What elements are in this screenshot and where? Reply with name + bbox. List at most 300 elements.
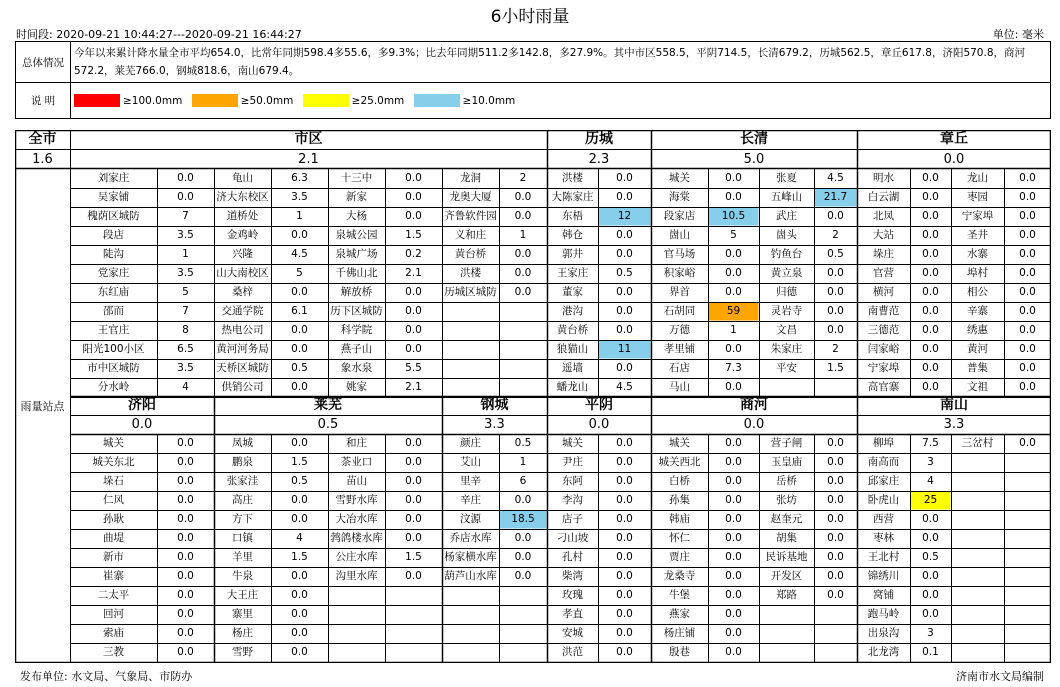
- station-value: 5.5: [405, 362, 422, 374]
- station-name: 郑路: [776, 589, 797, 601]
- station-value: 0.0: [725, 475, 742, 487]
- station-name: 城关: [562, 437, 583, 449]
- station-name: 方下: [232, 513, 253, 525]
- station-name: 绣惠: [967, 324, 988, 336]
- station-value: 3.5: [177, 267, 194, 279]
- station-name: 马山: [669, 381, 690, 393]
- station-value: 1.5: [827, 362, 844, 374]
- station-value: 0.0: [1019, 210, 1036, 222]
- station-name: 寨里: [232, 608, 253, 620]
- station-name: 杨家横水库: [444, 551, 497, 563]
- station-name: 艾山: [460, 456, 481, 468]
- station-value: 6.1: [291, 305, 308, 317]
- legend-item-yellow: [303, 94, 409, 107]
- station-value: 0.0: [616, 589, 633, 601]
- station-value: 11: [617, 343, 632, 355]
- station-value: 0.0: [177, 191, 194, 203]
- station-value: 0.0: [725, 646, 742, 658]
- station-name: 郭井: [562, 248, 583, 260]
- station-name: 市中区城防: [87, 362, 140, 374]
- station-name: 崮山: [669, 229, 690, 241]
- sites-label: 雨量站点: [20, 400, 65, 413]
- station-value: 0.0: [405, 343, 422, 355]
- station-name: 供销公司: [221, 381, 264, 393]
- station-value: 0.0: [616, 305, 633, 317]
- legend-swatch-red: [74, 94, 120, 107]
- station-name: 槐荫区城防: [87, 210, 140, 222]
- region-name-bot-0: 济阳: [128, 397, 156, 413]
- station-name: 燕子山: [340, 343, 373, 355]
- region-name-bot-5: 南山: [940, 397, 968, 413]
- station-name: 窝铺: [873, 589, 894, 601]
- station-name: 科学院: [340, 324, 373, 336]
- station-value: 1.5: [291, 551, 308, 563]
- station-name: 北龙湾: [867, 646, 900, 658]
- station-value: 7: [182, 210, 189, 222]
- station-name: 归德: [776, 286, 797, 298]
- station-name: 高官寨: [867, 381, 900, 393]
- station-name: 辛庄: [460, 494, 481, 506]
- station-value: 0.0: [827, 551, 844, 563]
- station-name: 相公: [967, 286, 988, 298]
- region-avg-top-3: 0.0: [943, 152, 965, 167]
- station-value: 0.0: [1019, 362, 1036, 374]
- station-name: 岳桥: [776, 475, 797, 487]
- station-value: 0.0: [922, 343, 939, 355]
- station-name: 乔店水库: [449, 532, 492, 544]
- station-name: 曲堤: [103, 532, 124, 544]
- station-value: 0.0: [922, 267, 939, 279]
- region-name-bot-4: 商河: [740, 397, 768, 413]
- station-value: 21.7: [823, 191, 848, 203]
- station-name: 王家庄: [556, 267, 589, 279]
- station-name: 千佛山北: [335, 267, 378, 279]
- station-value: 1.5: [405, 229, 422, 241]
- station-value: 0.0: [827, 286, 844, 298]
- station-name: 东红庙: [97, 286, 130, 298]
- station-name: 颜庄: [460, 437, 481, 449]
- station-name: 怀仁: [669, 532, 690, 544]
- station-name: 黄河: [967, 343, 988, 355]
- station-value: 0.0: [616, 172, 633, 184]
- station-name: 山大南校区: [216, 267, 269, 279]
- station-value: 1: [730, 324, 737, 336]
- station-name: 灵岩寺: [770, 305, 803, 317]
- station-name: 天桥区城防: [216, 362, 269, 374]
- station-name: 横河: [873, 286, 894, 298]
- station-value: 6: [519, 475, 527, 487]
- station-value: 1: [519, 229, 527, 241]
- station-value: 0.0: [616, 627, 633, 639]
- station-name: 海棠: [669, 191, 690, 203]
- station-name: 大站: [873, 229, 894, 241]
- station-value: 0.0: [514, 494, 532, 506]
- station-value: 1.5: [291, 456, 308, 468]
- station-name: 黄河河务局: [216, 343, 269, 355]
- station-name: 营子闸: [770, 437, 803, 449]
- legend-item-red: [74, 94, 186, 107]
- station-name: 金鸡岭: [226, 229, 259, 241]
- station-value: 2.1: [405, 381, 422, 393]
- station-value: 0.0: [616, 324, 633, 336]
- station-value: 0.5: [616, 267, 633, 279]
- station-value: 18.5: [511, 513, 535, 525]
- page-title: 6小时雨量: [490, 7, 570, 27]
- station-value: 0.0: [725, 570, 742, 582]
- station-value: 2: [832, 229, 839, 241]
- station-name: 十三中: [340, 172, 373, 184]
- station-name: 枣林: [873, 532, 894, 544]
- station-name: 界首: [669, 286, 690, 298]
- region-avg-bot-1: 0.5: [317, 417, 339, 432]
- station-name: 陡沟: [103, 248, 124, 260]
- station-value: 0.0: [177, 172, 194, 184]
- station-name: 出泉沟: [867, 627, 900, 639]
- station-value: 0.0: [922, 513, 939, 525]
- station-name: 回河: [103, 608, 124, 620]
- station-value: 0.0: [616, 551, 633, 563]
- region-avg-bot-4: 0.0: [743, 417, 765, 432]
- station-value: 0.5: [922, 551, 939, 563]
- station-name: 辛寨: [967, 305, 988, 317]
- station-name: 解放桥: [340, 286, 373, 298]
- station-value: 1.5: [405, 551, 422, 563]
- station-value: 4: [927, 475, 934, 487]
- station-name: 跑马岭: [867, 608, 900, 620]
- station-name: 玉皇庙: [770, 456, 803, 468]
- station-name: 羊里: [232, 551, 253, 563]
- station-value: 0.0: [1019, 267, 1036, 279]
- region-avg-bot-0: 0.0: [131, 417, 153, 432]
- unit-label: 单位: 毫米: [992, 28, 1044, 41]
- station-value: 0.0: [291, 437, 308, 449]
- legend-swatch-orange: [192, 94, 238, 107]
- station-value: 25: [923, 494, 938, 506]
- station-name: 葫芦山水库: [444, 570, 497, 582]
- station-value: 0.0: [616, 248, 633, 260]
- station-value: 0.0: [922, 229, 939, 241]
- station-value: 0.5: [514, 437, 532, 449]
- station-name: 城关: [669, 437, 690, 449]
- station-name: 鹏泉: [232, 456, 253, 468]
- station-name: 牛泉: [232, 570, 253, 582]
- station-name: 兴隆: [232, 248, 253, 260]
- station-name: 公庄水库: [335, 551, 378, 563]
- region-avg-city-total: 1.6: [32, 152, 53, 167]
- station-name: 万德: [669, 324, 690, 336]
- station-value: 2: [519, 172, 527, 184]
- station-value: 0.0: [922, 324, 939, 336]
- station-value: 0.0: [177, 456, 194, 468]
- station-value: 0.0: [177, 646, 194, 658]
- station-name: 雪野水库: [335, 494, 378, 506]
- publisher: 发布单位: 水文局、气象局、市防办: [20, 670, 193, 683]
- station-name: 崔寨: [103, 570, 124, 582]
- station-value: 0.2: [405, 248, 422, 260]
- station-name: 文祖: [967, 381, 988, 393]
- station-name: 韩庙: [669, 513, 690, 525]
- station-name: 白桥: [669, 475, 690, 487]
- station-value: 0.0: [827, 437, 844, 449]
- station-name: 五峰山: [770, 191, 803, 203]
- station-name: 高庄: [232, 494, 253, 506]
- legend-text: ≥25.0mm: [351, 94, 405, 107]
- station-value: 7.3: [725, 362, 742, 374]
- station-value: 0.0: [177, 437, 194, 449]
- station-name: 凤城: [232, 437, 253, 449]
- station-value: 0.0: [827, 475, 844, 487]
- station-value: 0.0: [291, 646, 308, 658]
- station-value: 0.0: [922, 381, 939, 393]
- region-name-bot-2: 钢城: [480, 397, 509, 413]
- legend-item-blue: [414, 94, 520, 107]
- station-value: 0.0: [616, 570, 633, 582]
- station-name: 张家洼: [226, 475, 259, 487]
- station-value: 10.5: [721, 210, 746, 222]
- station-value: 0.0: [827, 532, 844, 544]
- station-value: 0.0: [177, 475, 194, 487]
- station-name: 孙集: [669, 494, 690, 506]
- station-value: 0.1: [922, 646, 939, 658]
- legend-swatch-blue: [414, 94, 460, 107]
- station-value: 0.0: [827, 324, 844, 336]
- station-value: 0.0: [922, 305, 939, 317]
- station-value: 0.0: [922, 210, 939, 222]
- station-name: 邱家庄: [867, 475, 900, 487]
- station-name: 段家店: [663, 210, 696, 222]
- station-name: 李沟: [562, 494, 583, 506]
- station-value: 0.0: [725, 627, 742, 639]
- legend-text: ≥50.0mm: [240, 94, 294, 107]
- station-name: 刁山坡: [556, 532, 589, 544]
- station-name: 龙洞: [460, 172, 481, 184]
- station-value: 2.1: [405, 267, 422, 279]
- station-name: 蟠龙山: [556, 381, 589, 393]
- station-value: 0.0: [725, 532, 742, 544]
- station-name: 安城: [562, 627, 583, 639]
- station-name: 开发区: [770, 570, 803, 582]
- station-value: 0.0: [405, 305, 422, 317]
- station-value: 4: [296, 532, 303, 544]
- station-value: 0.0: [1019, 248, 1036, 260]
- station-name: 东梧: [562, 210, 583, 222]
- station-value: 0.0: [827, 513, 844, 525]
- station-name: 鹁鸽楼水库: [330, 532, 383, 544]
- station-name: 济大东校区: [216, 191, 269, 203]
- station-value: 0.0: [405, 513, 422, 525]
- station-value: 4.5: [616, 381, 633, 393]
- station-name: 孝直: [562, 608, 583, 620]
- station-name: 大陈家庄: [551, 191, 594, 203]
- station-value: 0.0: [1019, 286, 1036, 298]
- station-value: 0.0: [616, 437, 633, 449]
- station-value: 0.0: [514, 570, 532, 582]
- region-avg-bot-2: 3.3: [484, 417, 505, 432]
- station-name: 垛石: [103, 475, 124, 487]
- station-value: 0.0: [616, 229, 633, 241]
- station-value: 0.0: [291, 286, 308, 298]
- station-name: 汶源: [460, 513, 481, 525]
- station-value: 1: [182, 248, 189, 260]
- station-value: 0.0: [514, 267, 532, 279]
- station-value: 0.0: [405, 172, 422, 184]
- station-name: 热电公司: [221, 324, 264, 336]
- station-value: 0.0: [291, 627, 308, 639]
- station-name: 桑梓: [232, 286, 253, 298]
- station-value: 0.0: [405, 494, 422, 506]
- station-value: 0.0: [177, 494, 194, 506]
- station-value: 2: [832, 343, 839, 355]
- station-name: 柴湾: [562, 570, 583, 582]
- station-value: 0.0: [405, 191, 422, 203]
- legend-item-orange: [192, 94, 298, 107]
- station-value: 0.0: [725, 437, 742, 449]
- station-value: 0.0: [725, 494, 742, 506]
- station-value: 0.0: [725, 248, 742, 260]
- station-value: 0.0: [616, 362, 633, 374]
- station-value: 0.0: [1019, 305, 1036, 317]
- summary-row: [16, 42, 1051, 83]
- station-name: 胡集: [776, 532, 797, 544]
- station-name: 大冶水库: [335, 513, 378, 525]
- station-name: 店子: [562, 513, 583, 525]
- station-name: 柳埠: [873, 437, 894, 449]
- station-name: 闫家峪: [867, 343, 900, 355]
- station-name: 董家: [562, 286, 583, 298]
- station-name: 口镇: [232, 532, 253, 544]
- station-value: 0.0: [405, 210, 422, 222]
- station-value: 0.0: [1019, 381, 1036, 393]
- station-value: 12: [617, 210, 632, 222]
- station-value: 0.0: [827, 267, 844, 279]
- station-value: 0.0: [725, 343, 742, 355]
- station-value: 0.0: [922, 248, 939, 260]
- region-name-top-3: 章丘: [940, 131, 968, 147]
- region-avg-top-0: 2.1: [298, 152, 319, 167]
- station-value: 59: [726, 305, 741, 317]
- station-value: 0.0: [1019, 324, 1036, 336]
- station-value: 0.0: [291, 589, 308, 601]
- station-name: 武庄: [776, 210, 797, 222]
- station-name: 道桥处: [226, 210, 259, 222]
- station-value: 0.0: [616, 646, 633, 658]
- station-value: 0.5: [291, 362, 308, 374]
- station-value: 0.0: [177, 551, 194, 563]
- station-name: 城关: [103, 437, 124, 449]
- region-name-top-0: 市区: [294, 131, 323, 147]
- station-name: 雪野: [232, 646, 253, 658]
- station-name: 孔村: [562, 551, 583, 563]
- region-name-top-2: 长清: [740, 131, 768, 147]
- station-value: 0.0: [405, 437, 422, 449]
- station-value: 0.0: [616, 513, 633, 525]
- station-value: 4.5: [827, 172, 844, 184]
- station-value: 0.0: [616, 475, 633, 487]
- station-value: 0.0: [177, 532, 194, 544]
- station-value: 0.0: [616, 608, 633, 620]
- station-name: 卧虎山: [867, 494, 900, 506]
- station-value: 0.0: [405, 570, 422, 582]
- station-name: 遥墙: [562, 362, 583, 374]
- station-value: 1: [519, 456, 527, 468]
- station-name: 三教: [103, 646, 124, 658]
- station-name: 石店: [669, 362, 690, 374]
- station-name: 圣井: [967, 229, 988, 241]
- station-value: 0.0: [514, 191, 532, 203]
- station-value: 0.0: [291, 494, 308, 506]
- station-name: 邵而: [103, 305, 124, 317]
- station-value: 0.0: [616, 191, 633, 203]
- station-value: 0.0: [177, 608, 194, 620]
- station-name: 龙奥大厦: [449, 191, 492, 203]
- station-value: 4.5: [291, 248, 308, 260]
- station-value: 0.0: [725, 608, 742, 620]
- compiler: 济南市水文局编制: [956, 670, 1044, 683]
- station-value: 3.5: [177, 362, 194, 374]
- station-value: 0.0: [725, 551, 742, 563]
- station-value: 5: [182, 286, 189, 298]
- region-name-top-1: 历城: [585, 131, 613, 147]
- station-value: 0.0: [725, 381, 742, 393]
- station-value: 0.0: [1019, 343, 1036, 355]
- station-name: 大王庄: [226, 589, 259, 601]
- station-name: 苗山: [346, 475, 367, 487]
- station-name: 贾庄: [669, 551, 690, 563]
- station-value: 3.5: [291, 191, 308, 203]
- station-name: 宁家埠: [867, 362, 900, 374]
- summary-table: [15, 41, 1051, 119]
- station-value: 0.0: [1019, 229, 1036, 241]
- station-value: 0.0: [827, 210, 844, 222]
- station-value: 5: [296, 267, 303, 279]
- station-name: 王官庄: [97, 324, 130, 336]
- station-name: 枣园: [967, 191, 988, 203]
- legend-text: ≥100.0mm: [123, 94, 183, 107]
- region-avg-top-1: 2.3: [588, 152, 610, 167]
- station-value: 0.0: [725, 286, 742, 298]
- station-name: 龟山: [232, 172, 253, 184]
- station-value: 0.0: [177, 570, 194, 582]
- station-name: 二太平: [97, 589, 130, 601]
- station-name: 索庙: [103, 627, 124, 639]
- station-value: 0.0: [177, 513, 194, 525]
- region-avg-bot-3: 0.0: [588, 417, 610, 432]
- legend-label: 说 明: [16, 83, 71, 119]
- station-value: 6.5: [177, 343, 194, 355]
- station-name: 韩仓: [562, 229, 583, 241]
- station-name: 赵奎元: [770, 513, 803, 525]
- station-value: 0.0: [291, 513, 308, 525]
- station-name: 历城区城防: [444, 286, 497, 298]
- station-value: 0.0: [827, 456, 844, 468]
- station-name: 义和庄: [454, 229, 487, 241]
- station-value: 6.3: [291, 172, 308, 184]
- station-name: 张夏: [776, 172, 797, 184]
- station-value: 0.0: [405, 475, 422, 487]
- legend-swatch-yellow: [303, 94, 349, 107]
- station-value: 0.0: [177, 627, 194, 639]
- station-name: 西营: [873, 513, 894, 525]
- station-value: 5: [730, 229, 737, 241]
- station-name: 石胡同: [663, 305, 696, 317]
- station-value: 0.0: [827, 494, 844, 506]
- station-name: 宁家埠: [961, 210, 994, 222]
- station-name: 洪楼: [460, 267, 481, 279]
- station-value: 0.0: [514, 532, 532, 544]
- station-name: 埠村: [967, 267, 988, 279]
- station-name: 普集: [967, 362, 988, 374]
- station-name: 孝里铺: [663, 343, 696, 355]
